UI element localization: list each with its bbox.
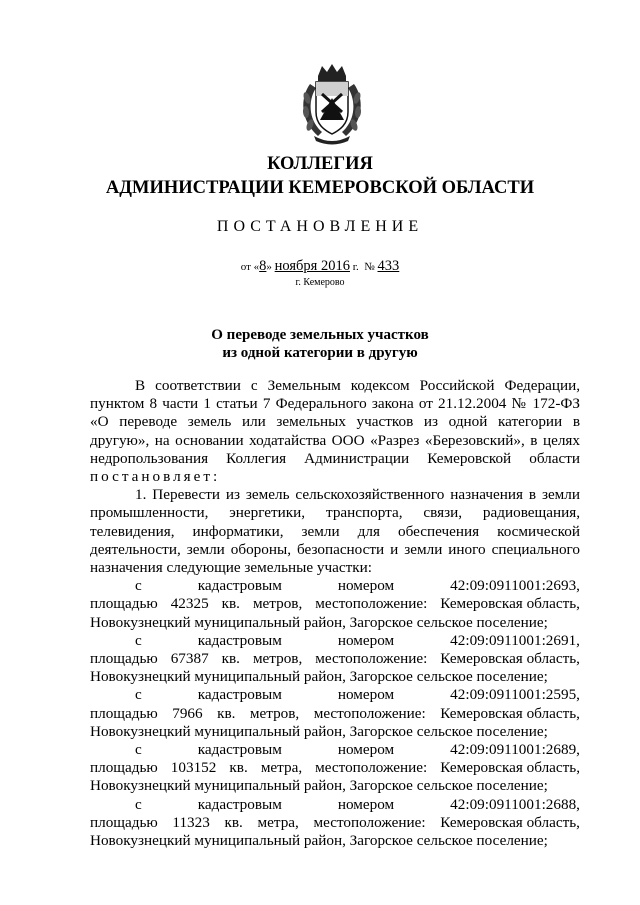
parcel-area: 103152 (170, 759, 217, 777)
parcel-line (90, 832, 580, 850)
document-title (0, 326, 640, 362)
parcel-line (90, 595, 580, 613)
org-title-line2: АДМИНИСТРАЦИИ КЕМЕРОВСКОЙ ОБЛАСТИ (105, 178, 535, 198)
parcel-w2: кадастровым (197, 795, 282, 813)
preamble-text: В соответствии с Земельным кодексом Российской Федерации, пунктом 8 части 1 статьи 7 Федерального закона от 21.12.2004 № 172-ФЗ «О переводе земель или земельных участков из одной категории в другую», на основании ходатайства ООО «Разрез «Березовский», в целях недропользования Коллегия Администрации Кемеровской области (90, 377, 580, 467)
parcel-item (90, 741, 580, 796)
parcel-loc-word: местоположение: (315, 650, 428, 668)
parcel-line (90, 723, 580, 741)
parcel-area-word: площадью (90, 595, 158, 613)
parcel-line (90, 668, 580, 686)
document-number: 433 (377, 258, 400, 274)
parcel-line (90, 577, 580, 595)
parcel-loc-word: местоположение: (315, 595, 428, 613)
parcel-line (90, 759, 580, 777)
parcel-area-word: площадью (90, 813, 158, 831)
parcel-w3: номером (337, 741, 395, 759)
parcel-unit2: метров, (252, 595, 303, 613)
parcel-area: 7966 (172, 704, 203, 722)
parcel-loc-line: Новокузнецкий муниципальный район, Загорское сельское поселение; (90, 668, 548, 686)
parcel-line (90, 650, 580, 668)
year-suffix: г. (352, 261, 359, 273)
coat-of-arms-emblem (298, 62, 366, 146)
parcel-loc-line: Новокузнецкий муниципальный район, Загорское сельское поселение; (90, 722, 548, 740)
parcel-w2: кадастровым (197, 631, 282, 649)
parcel-area-word: площадью (90, 704, 158, 722)
parcel-unit1: кв. (221, 595, 240, 613)
parcel-item (90, 632, 580, 687)
parcel-area-word: площадью (90, 650, 158, 668)
date-month-year: ноября 2016 (274, 258, 350, 274)
document-body (90, 377, 580, 850)
parcel-loc-line: Новокузнецкий муниципальный район, Загорское сельское поселение; (90, 777, 548, 795)
parcel-w1: с (135, 741, 142, 759)
parcel-loc-word: местоположение: (313, 704, 426, 722)
parcel-unit1: кв. (229, 759, 248, 777)
date-mid: » (266, 261, 272, 273)
date-day: 8 (259, 258, 267, 274)
parcel-unit2: метров, (252, 650, 303, 668)
parcel-w3: номером (337, 577, 395, 595)
parcel-cadastral: 42:09:0911001:2595, (450, 686, 580, 704)
parcel-area: 42325 (170, 595, 209, 613)
parcel-line (90, 796, 580, 814)
parcel-w3: номером (337, 686, 395, 704)
parcel-unit1: кв. (221, 650, 240, 668)
parcel-w2: кадастровым (197, 577, 282, 595)
parcel-w1: с (135, 795, 142, 813)
parcel-w2: кадастровым (197, 741, 282, 759)
resolves-word: постановляет: (90, 468, 221, 486)
parcel-line (90, 686, 580, 704)
parcel-loc-line: Новокузнецкий муниципальный район, Загорское сельское поселение; (90, 613, 548, 631)
parcel-area-word: площадью (90, 759, 158, 777)
parcel-w1: с (135, 686, 142, 704)
parcel-line (90, 777, 580, 795)
parcel-area: 11323 (172, 813, 210, 831)
parcel-cadastral: 42:09:0911001:2693, (450, 577, 580, 595)
parcel-item (90, 686, 580, 741)
parcel-w1: с (135, 631, 142, 649)
parcel-loc-region: Кемеровская область, (440, 759, 580, 777)
parcel-line (90, 632, 580, 650)
parcel-w1: с (135, 577, 142, 595)
city-name: г. Кемерово (295, 277, 345, 288)
item1-paragraph: 1. Перевести из земель сельскохозяйственного назначения в земли промышленности, энергетики, транспорта, связи, радиовещания, телевидения, информатики, земли для обеспечения космической деятельности, земли обороны, безопасности и земли иного специального назначения следующие земельные участки: (90, 486, 580, 577)
parcel-unit2: метра, (260, 759, 303, 777)
org-title-line1: КОЛЛЕГИЯ (267, 154, 373, 174)
parcel-loc-region: Кемеровская область, (440, 650, 580, 668)
parcel-line (90, 614, 580, 632)
parcel-item (90, 577, 580, 632)
preamble-paragraph (90, 377, 580, 486)
parcel-unit1: кв. (217, 704, 236, 722)
parcel-area: 67387 (170, 650, 209, 668)
parcel-loc-word: местоположение: (315, 759, 428, 777)
parcel-loc-word: местоположение: (313, 813, 426, 831)
parcel-line (90, 705, 580, 723)
parcel-w3: номером (337, 631, 395, 649)
parcel-cadastral: 42:09:0911001:2691, (450, 631, 580, 649)
parcel-list (90, 577, 580, 850)
parcel-cadastral: 42:09:0911001:2688, (450, 795, 580, 813)
parcel-line (90, 814, 580, 832)
parcel-unit2: метра, (257, 813, 299, 831)
parcel-loc-region: Кемеровская область, (440, 595, 580, 613)
title-line1: О переводе земельных участков (211, 327, 429, 343)
title-line2: из одной категории в другую (222, 345, 418, 361)
parcel-w3: номером (337, 795, 395, 813)
number-sign: № (364, 261, 375, 273)
parcel-line (90, 741, 580, 759)
parcel-unit2: метров, (249, 704, 300, 722)
parcel-w2: кадастровым (197, 686, 282, 704)
parcel-unit1: кв. (224, 813, 243, 831)
document-type: ПОСТАНОВЛЕНИЕ (216, 218, 424, 235)
parcel-loc-region: Кемеровская область, (440, 813, 580, 831)
parcel-item (90, 796, 580, 851)
date-prefix: от « (240, 261, 260, 273)
coat-of-arms-icon (298, 62, 366, 146)
parcel-loc-region: Кемеровская область, (440, 704, 580, 722)
parcel-loc-line: Новокузнецкий муниципальный район, Загорское сельское поселение; (90, 832, 548, 850)
date-number-line (0, 258, 640, 275)
parcel-cadastral: 42:09:0911001:2689, (450, 741, 580, 759)
